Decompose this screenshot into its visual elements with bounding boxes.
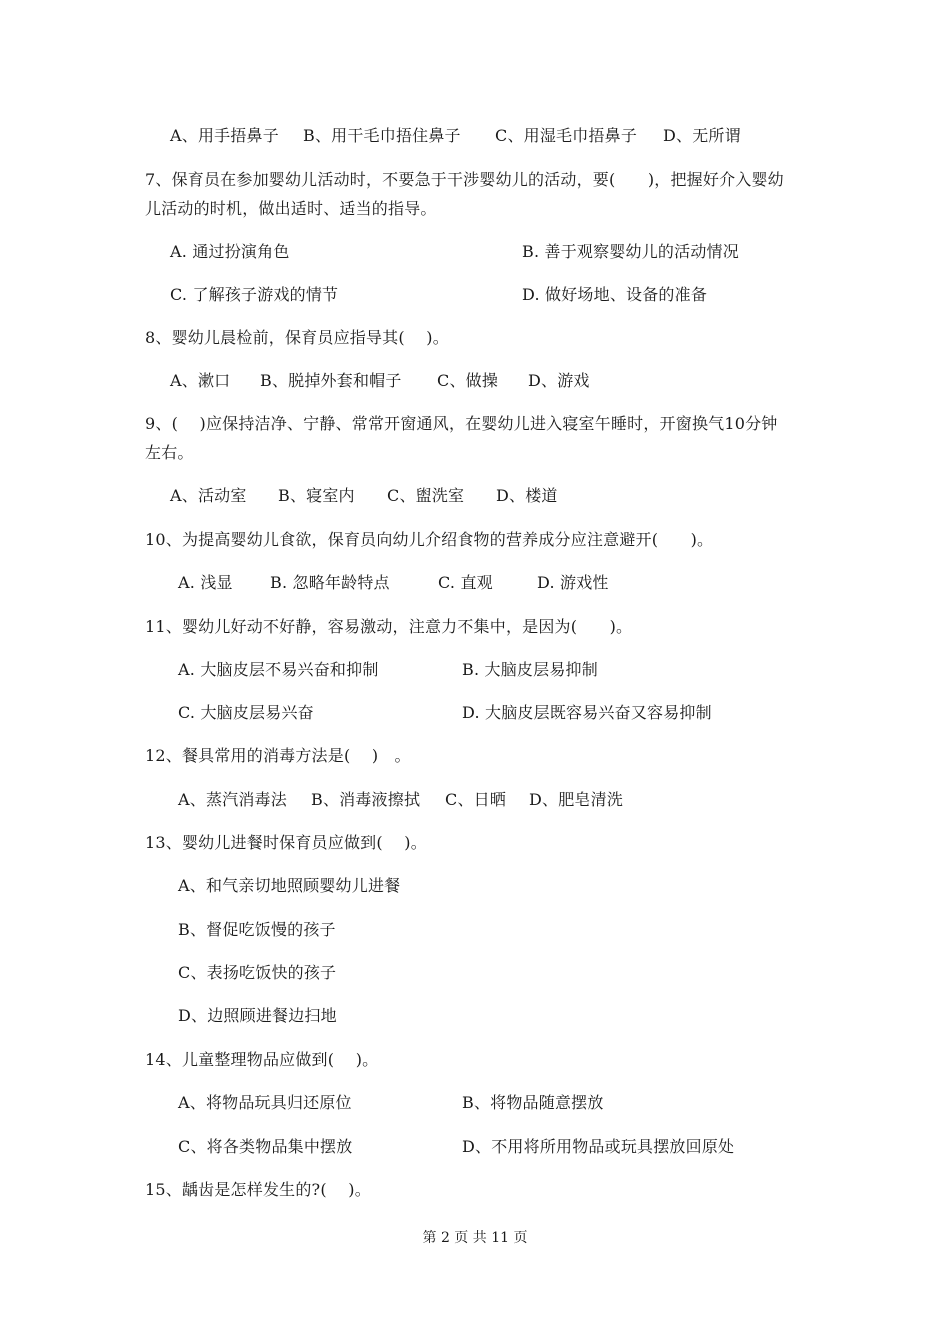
- q10-option-b: B. 忽略年龄特点: [270, 573, 390, 592]
- q7-stem-line1: 7、保育员在参加婴幼儿活动时，不要急于干涉婴幼儿的活动，要( )，把握好介入婴幼: [145, 170, 784, 189]
- q10-option-d: D. 游戏性: [537, 573, 609, 592]
- q12-option-c: C、日晒: [445, 790, 507, 809]
- q10-option-c: C. 直观: [438, 573, 493, 592]
- q9-stem-line2: 左右。: [145, 443, 194, 462]
- q11-option-a: A. 大脑皮层不易兴奋和抑制: [178, 660, 379, 679]
- q13-option-c: C、表扬吃饭快的孩子: [178, 963, 337, 982]
- q14-option-a: A、将物品玩具归还原位: [178, 1093, 352, 1112]
- q8-option-a: A、漱口: [170, 371, 231, 390]
- q14-option-d: D、不用将所用物品或玩具摆放回原处: [462, 1137, 735, 1156]
- page-footer: 第 2 页 共 11 页: [422, 1230, 528, 1246]
- q8-option-b: B、脱掉外套和帽子: [260, 371, 402, 390]
- q6-option-b: B、用干毛巾捂住鼻子: [303, 126, 461, 145]
- q7-option-c: C. 了解孩子游戏的情节: [170, 285, 339, 304]
- q6-option-c: C、用湿毛巾捂鼻子: [495, 126, 638, 145]
- q11-option-c: C. 大脑皮层易兴奋: [178, 703, 314, 722]
- q7-stem-line2: 儿活动的时机，做出适时、适当的指导。: [145, 199, 437, 218]
- q7-option-a: A. 通过扮演角色: [170, 242, 290, 261]
- q7-option-d: D. 做好场地、设备的准备: [522, 285, 708, 304]
- q8-stem: 8、婴幼儿晨检前，保育员应指导其( )。: [145, 328, 449, 347]
- q12-option-b: B、消毒液擦拭: [311, 790, 421, 809]
- q13-option-d: D、边照顾进餐边扫地: [178, 1006, 337, 1025]
- q12-option-a: A、蒸汽消毒法: [178, 790, 287, 809]
- q10-stem: 10、为提高婴幼儿食欲，保育员向幼儿介绍食物的营养成分应注意避开( )。: [145, 530, 714, 549]
- q12-option-d: D、肥皂清洗: [529, 790, 624, 809]
- q10-option-a: A. 浅显: [178, 573, 233, 592]
- q11-option-d: D. 大脑皮层既容易兴奋又容易抑制: [462, 703, 712, 722]
- q8-option-c: C、做操: [437, 371, 499, 390]
- q6-option-a: A、用手捂鼻子: [170, 126, 279, 145]
- q8-option-d: D、游戏: [528, 371, 590, 390]
- q9-option-b: B、寝室内: [278, 486, 355, 505]
- q9-option-c: C、盥洗室: [387, 486, 465, 505]
- q11-stem: 11、婴幼儿好动不好静，容易激动，注意力不集中，是因为( )。: [145, 617, 633, 636]
- q12-stem: 12、餐具常用的消毒方法是( ) 。: [145, 746, 411, 765]
- q9-option-a: A、活动室: [170, 486, 247, 505]
- q13-option-b: B、督促吃饭慢的孩子: [178, 920, 336, 939]
- q14-option-c: C、将各类物品集中摆放: [178, 1137, 353, 1156]
- q6-option-d: D、无所谓: [663, 126, 741, 145]
- q11-option-b: B. 大脑皮层易抑制: [462, 660, 598, 679]
- q13-stem: 13、婴幼儿进餐时保育员应做到( )。: [145, 833, 427, 852]
- q14-option-b: B、将物品随意摆放: [462, 1093, 604, 1112]
- q9-option-d: D、楼道: [496, 486, 558, 505]
- q9-stem-line1: 9、( )应保持洁净、宁静、常常开窗通风，在婴幼儿进入寝室午睡时，开窗换气10分钟: [145, 414, 778, 433]
- q14-stem: 14、儿童整理物品应做到( )。: [145, 1050, 379, 1069]
- q15-stem: 15、龋齿是怎样发生的?( )。: [145, 1180, 371, 1199]
- q13-option-a: A、和气亲切地照顾婴幼儿进餐: [178, 876, 401, 895]
- q7-option-b: B. 善于观察婴幼儿的活动情况: [522, 242, 739, 261]
